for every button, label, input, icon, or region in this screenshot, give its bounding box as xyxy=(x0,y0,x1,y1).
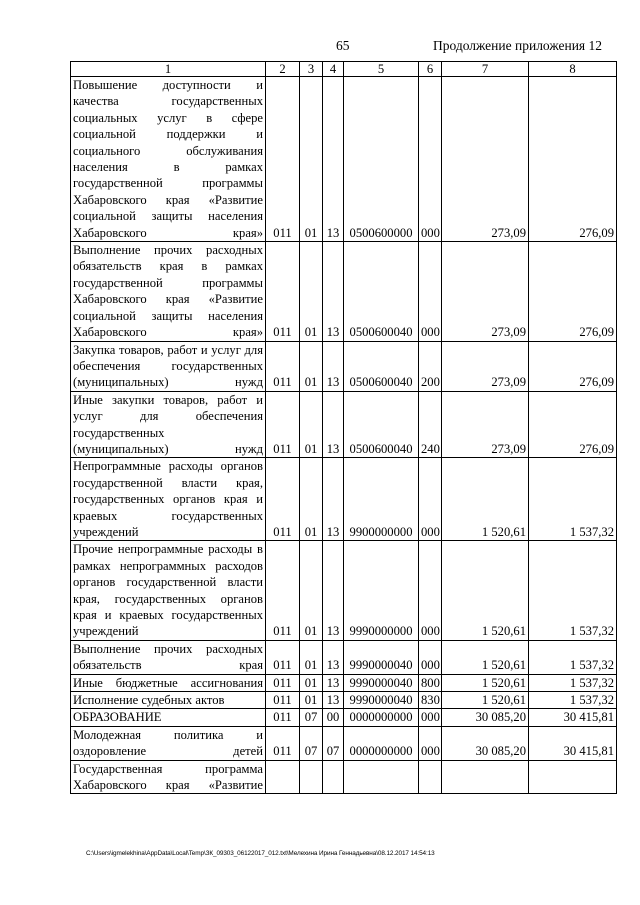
expense-type: 000 xyxy=(419,709,442,726)
col-header-2: 2 xyxy=(266,62,300,77)
ministry-code: 011 xyxy=(266,341,300,391)
table-row xyxy=(71,640,617,674)
expense-name: Прочие непрограммные расходы в рамках непрограммных расходов органов государственной власти края, государственных органов края и краевых государственных учреждений xyxy=(71,541,266,640)
amount-year-1: 1 520,61 xyxy=(442,692,529,709)
amount-year-2: 1 537,32 xyxy=(529,692,617,709)
target-article: 0500600040 xyxy=(344,341,419,391)
page-number: 65 xyxy=(336,38,350,53)
amount-year-1: 30 085,20 xyxy=(442,709,529,726)
amount-year-1: 30 085,20 xyxy=(442,726,529,760)
amount-year-1: 1 520,61 xyxy=(442,640,529,674)
amount-year-1: 1 520,61 xyxy=(442,541,529,640)
expense-name: Иные закупки товаров, работ и услуг для обеспечения государственных (муниципальных) нужд xyxy=(71,391,266,458)
expense-type: 240 xyxy=(419,391,442,458)
col-header-5: 5 xyxy=(344,62,419,77)
table-row xyxy=(71,391,617,458)
target-article: 9990000040 xyxy=(344,692,419,709)
expense-name: Иные бюджетные ассигнования xyxy=(71,674,266,691)
table-row xyxy=(71,674,617,691)
section-code: 01 xyxy=(300,391,323,458)
subsection-code: 13 xyxy=(323,77,344,242)
expense-type: 800 xyxy=(419,674,442,691)
col-header-1: 1 xyxy=(71,62,266,77)
target-article: 9990000000 xyxy=(344,541,419,640)
expense-name: Государственная программа Хабаровского края «Развитие xyxy=(71,760,266,794)
expense-type: 200 xyxy=(419,341,442,391)
table-row xyxy=(71,458,617,541)
subsection-code: 13 xyxy=(323,692,344,709)
ministry-code: 011 xyxy=(266,726,300,760)
ministry-code xyxy=(266,760,300,794)
expense-name: ОБРАЗОВАНИЕ xyxy=(71,709,266,726)
amount-year-2: 1 537,32 xyxy=(529,541,617,640)
expense-name: Выполнение прочих расходных обязательств края xyxy=(71,640,266,674)
expense-name: Непрограммные расходы органов государственной власти края, государственных органов края и краевых государственных учреждений xyxy=(71,458,266,541)
amount-year-2: 30 415,81 xyxy=(529,726,617,760)
subsection-code: 13 xyxy=(323,341,344,391)
section-code: 01 xyxy=(300,242,323,341)
amount-year-2: 276,09 xyxy=(529,341,617,391)
amount-year-2: 276,09 xyxy=(529,77,617,242)
target-article: 9900000000 xyxy=(344,458,419,541)
target-article: 0500600040 xyxy=(344,242,419,341)
ministry-code: 011 xyxy=(266,709,300,726)
subsection-code: 07 xyxy=(323,726,344,760)
amount-year-2: 276,09 xyxy=(529,242,617,341)
section-code: 01 xyxy=(300,674,323,691)
section-code: 01 xyxy=(300,692,323,709)
section-code: 01 xyxy=(300,640,323,674)
section-code xyxy=(300,760,323,794)
expense-type xyxy=(419,760,442,794)
footer-file-path: C:\Users\igmelekhina\AppData\Local\Temp\ЗК_09303_06122017_012.txt\Мелехина Ирина Геннадьевна\08.12.2017 14:54:13 xyxy=(86,850,435,857)
expense-name: Молодежная политика и оздоровление детей xyxy=(71,726,266,760)
amount-year-1: 1 520,61 xyxy=(442,674,529,691)
expense-type: 000 xyxy=(419,242,442,341)
col-header-8: 8 xyxy=(529,62,617,77)
expense-name: Выполнение прочих расходных обязательств края в рамках государственной программы Хабаровского края «Развитие социальной защиты населения Хабаровского края» xyxy=(71,242,266,341)
budget-table xyxy=(70,61,617,794)
amount-year-2: 1 537,32 xyxy=(529,640,617,674)
subsection-code: 13 xyxy=(323,640,344,674)
table-row xyxy=(71,760,617,794)
amount-year-2: 276,09 xyxy=(529,391,617,458)
target-article: 0500600000 xyxy=(344,77,419,242)
table-row xyxy=(71,709,617,726)
target-article: 0500600040 xyxy=(344,391,419,458)
target-article xyxy=(344,760,419,794)
expense-type: 000 xyxy=(419,77,442,242)
col-header-4: 4 xyxy=(323,62,344,77)
section-code: 01 xyxy=(300,77,323,242)
expense-name: Закупка товаров, работ и услуг для обеспечения государственных (муниципальных) нужд xyxy=(71,341,266,391)
column-number-row xyxy=(71,62,617,77)
ministry-code: 011 xyxy=(266,458,300,541)
section-code: 07 xyxy=(300,709,323,726)
expense-type: 830 xyxy=(419,692,442,709)
subsection-code: 13 xyxy=(323,458,344,541)
target-article: 9990000040 xyxy=(344,674,419,691)
ministry-code: 011 xyxy=(266,640,300,674)
ministry-code: 011 xyxy=(266,674,300,691)
target-article: 0000000000 xyxy=(344,726,419,760)
ministry-code: 011 xyxy=(266,77,300,242)
expense-type: 000 xyxy=(419,640,442,674)
table-row xyxy=(71,242,617,341)
amount-year-1: 273,09 xyxy=(442,391,529,458)
table-row xyxy=(71,692,617,709)
amount-year-1 xyxy=(442,760,529,794)
target-article: 0000000000 xyxy=(344,709,419,726)
col-header-3: 3 xyxy=(300,62,323,77)
col-header-7: 7 xyxy=(442,62,529,77)
amount-year-1: 273,09 xyxy=(442,77,529,242)
subsection-code: 13 xyxy=(323,242,344,341)
ministry-code: 011 xyxy=(266,541,300,640)
section-code: 07 xyxy=(300,726,323,760)
continuation-title: Продолжение приложения 12 xyxy=(433,38,603,53)
amount-year-1: 273,09 xyxy=(442,341,529,391)
table-row xyxy=(71,726,617,760)
ministry-code: 011 xyxy=(266,692,300,709)
amount-year-1: 273,09 xyxy=(442,242,529,341)
subsection-code: 13 xyxy=(323,674,344,691)
amount-year-2 xyxy=(529,760,617,794)
table-row xyxy=(71,77,617,242)
expense-name: Повышение доступности и качества государственных социальных услуг в сфере социальной поддержки и социального обслуживания населения в рамках государственной программы Хабаровского края «Развитие социальной защиты населения Хабаровского края» xyxy=(71,77,266,242)
col-header-6: 6 xyxy=(419,62,442,77)
expense-type: 000 xyxy=(419,541,442,640)
amount-year-1: 1 520,61 xyxy=(442,458,529,541)
section-code: 01 xyxy=(300,541,323,640)
amount-year-2: 1 537,32 xyxy=(529,674,617,691)
subsection-code xyxy=(323,760,344,794)
expense-type: 000 xyxy=(419,458,442,541)
section-code: 01 xyxy=(300,458,323,541)
ministry-code: 011 xyxy=(266,391,300,458)
target-article: 9990000040 xyxy=(344,640,419,674)
amount-year-2: 1 537,32 xyxy=(529,458,617,541)
table-row xyxy=(71,541,617,640)
expense-name: Исполнение судебных актов xyxy=(71,692,266,709)
ministry-code: 011 xyxy=(266,242,300,341)
subsection-code: 13 xyxy=(323,541,344,640)
subsection-code: 13 xyxy=(323,391,344,458)
subsection-code: 00 xyxy=(323,709,344,726)
amount-year-2: 30 415,81 xyxy=(529,709,617,726)
section-code: 01 xyxy=(300,341,323,391)
table-row xyxy=(71,341,617,391)
expense-type: 000 xyxy=(419,726,442,760)
